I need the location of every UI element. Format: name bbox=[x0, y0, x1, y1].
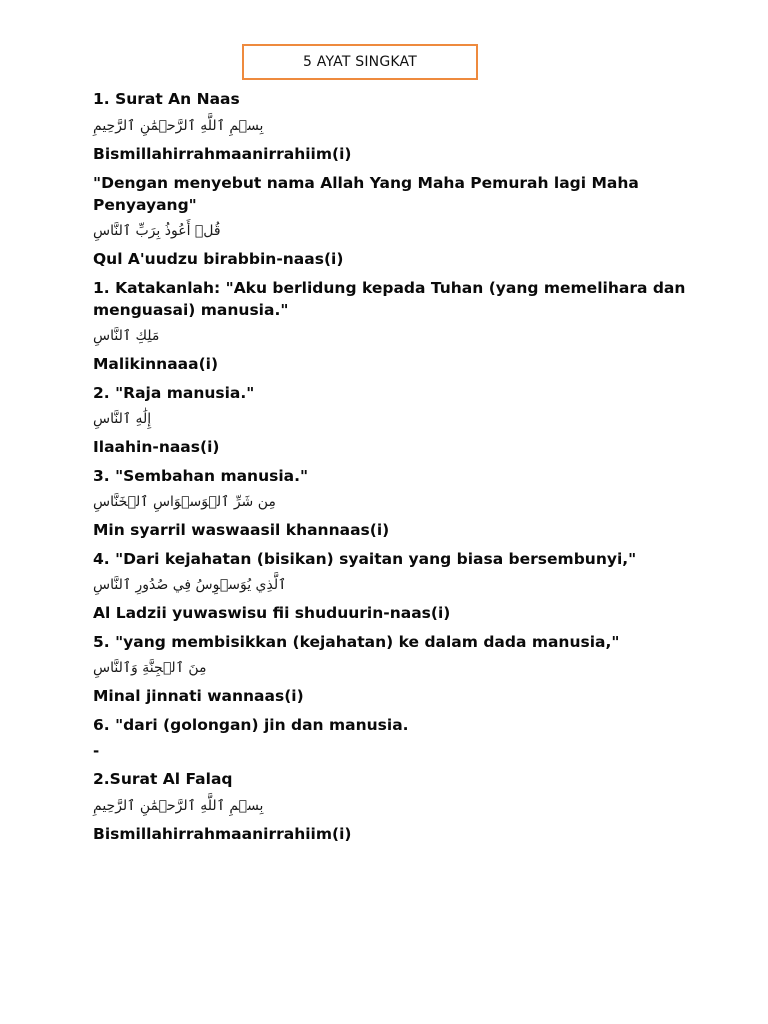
surah-2-basmalah-latin: Bismillahirrahmaanirrahiim(i) bbox=[93, 825, 352, 843]
verse-3-meaning: 3. "Sembahan manusia." bbox=[93, 467, 309, 485]
verse-2-arabic: مَلِكِ ٱلنَّاسِ bbox=[93, 328, 160, 344]
verse-5-meaning: 5. "yang membisikkan (kejahatan) ke dalam dada manusia," bbox=[93, 633, 620, 651]
document-title: 5 AYAT SINGKAT bbox=[303, 54, 417, 70]
verse-1-latin: Qul A'uudzu birabbin-naas(i) bbox=[93, 250, 344, 268]
verse-2-meaning: 2. "Raja manusia." bbox=[93, 384, 255, 402]
verse-6-meaning: 6. "dari (golongan) jin dan manusia. bbox=[93, 716, 409, 734]
surah-2-heading: 2.Surat Al Falaq bbox=[93, 770, 233, 788]
verse-1-meaning: 1. Katakanlah: "Aku berlidung kepada Tuhan (yang memelihara dan menguasai) manusia." bbox=[93, 279, 686, 319]
document-title-box bbox=[242, 44, 478, 80]
verse-2-latin: Malikinnaaa(i) bbox=[93, 355, 219, 373]
verse-4-meaning: 4. "Dari kejahatan (bisikan) syaitan yang biasa bersembunyi," bbox=[93, 550, 637, 568]
verse-3-arabic: إِلَٰهِ ٱلنَّاسِ bbox=[93, 411, 152, 427]
document-content bbox=[93, 88, 693, 852]
verse-4-arabic: مِن شَرِّ ٱلۡوَسۡوَاسِ ٱلۡخَنَّاسِ bbox=[93, 494, 276, 510]
surah-1-heading: 1. Surat An Naas bbox=[93, 90, 240, 108]
verse-1-arabic: قُلۡ أَعُوذُ بِرَبِّ ٱلنَّاسِ bbox=[93, 223, 221, 239]
verse-6-latin: Minal jinnati wannaas(i) bbox=[93, 687, 304, 705]
surah-1-basmalah-meaning: "Dengan menyebut nama Allah Yang Maha Pemurah lagi Maha Penyayang" bbox=[93, 174, 639, 214]
verse-5-latin: Al Ladzii yuwaswisu fii shuduurin-naas(i) bbox=[93, 604, 451, 622]
verse-4-latin: Min syarril waswaasil khannaas(i) bbox=[93, 521, 390, 539]
surah-1-basmalah-arabic: بِسۡمِ ٱللَّهِ ٱلرَّحۡمَٰنِ ٱلرَّحِيمِ bbox=[93, 118, 264, 134]
verse-3-latin: Ilaahin-naas(i) bbox=[93, 438, 220, 456]
verse-6-arabic: مِنَ ٱلۡجِنَّةِ وَٱلنَّاسِ bbox=[93, 660, 207, 676]
surah-2-basmalah-arabic: بِسۡمِ ٱللَّهِ ٱلرَّحۡمَٰنِ ٱلرَّحِيمِ bbox=[93, 798, 264, 814]
section-separator: - bbox=[93, 742, 100, 760]
verse-5-arabic: ٱلَّذِي يُوَسۡوِسُ فِي صُدُورِ ٱلنَّاسِ bbox=[93, 577, 287, 593]
surah-1-basmalah-latin: Bismillahirrahmaanirrahiim(i) bbox=[93, 145, 352, 163]
